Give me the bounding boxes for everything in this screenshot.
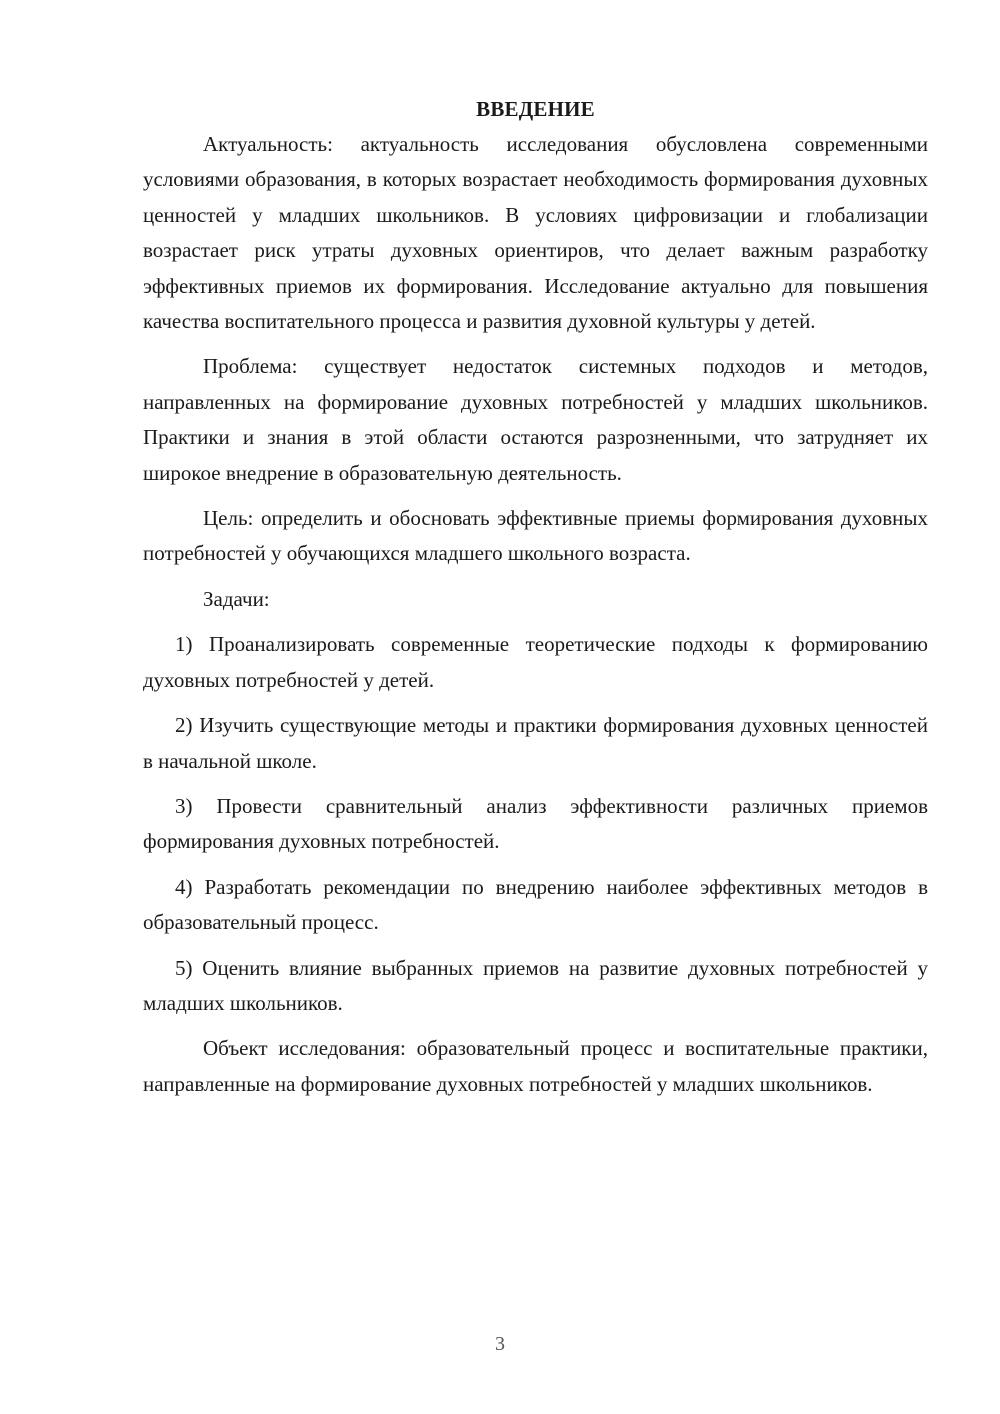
task-item-1: 1) Проанализировать современные теоретические подходы к формированию духовных потребностей у детей. <box>143 632 928 692</box>
page-number: 3 <box>495 1333 505 1355</box>
object-paragraph: Объект исследования: образовательный процесс и воспитательные практики, направленные на формирование духовных потребностей у младших школьников. <box>143 1036 928 1096</box>
problem-paragraph: Проблема: существует недостаток системных подходов и методов, направленных на формирование духовных потребностей у младших школьников. Практики и знания в этой области остаются разрозненными, что затрудняет их широкое внедрение в образовательную деятельность. <box>143 354 928 485</box>
goal-paragraph: Цель: определить и обосновать эффективные приемы формирования духовных потребностей у обучающихся младшего школьного возраста. <box>143 506 928 566</box>
section-title: ВВЕДЕНИЕ <box>476 97 595 121</box>
document-page <box>143 92 928 1102</box>
relevance-paragraph: Актуальность: актуальность исследования обусловлена современными условиями образования, в которых возрастает необходимость формирования духовных ценностей у младших школьников. В условиях цифровизации и глобализации возрастает риск утраты духовных ориентиров, что делает важным разработку эффективных приемов их формирования. Исследование актуально для повышения качества воспитательного процесса и развития духовной культуры у детей. <box>143 132 928 334</box>
task-item-2: 2) Изучить существующие методы и практики формирования духовных ценностей в начальной школе. <box>143 713 928 773</box>
task-item-5: 5) Оценить влияние выбранных приемов на развитие духовных потребностей у младших школьников. <box>143 955 928 1015</box>
task-item-4: 4) Разработать рекомендации по внедрению наиболее эффективных методов в образовательный процесс. <box>143 874 928 935</box>
task-item-3: 3) Провести сравнительный анализ эффективности различных приемов формирования духовных потребностей. <box>143 793 928 854</box>
tasks-heading: Задачи: <box>203 586 270 611</box>
